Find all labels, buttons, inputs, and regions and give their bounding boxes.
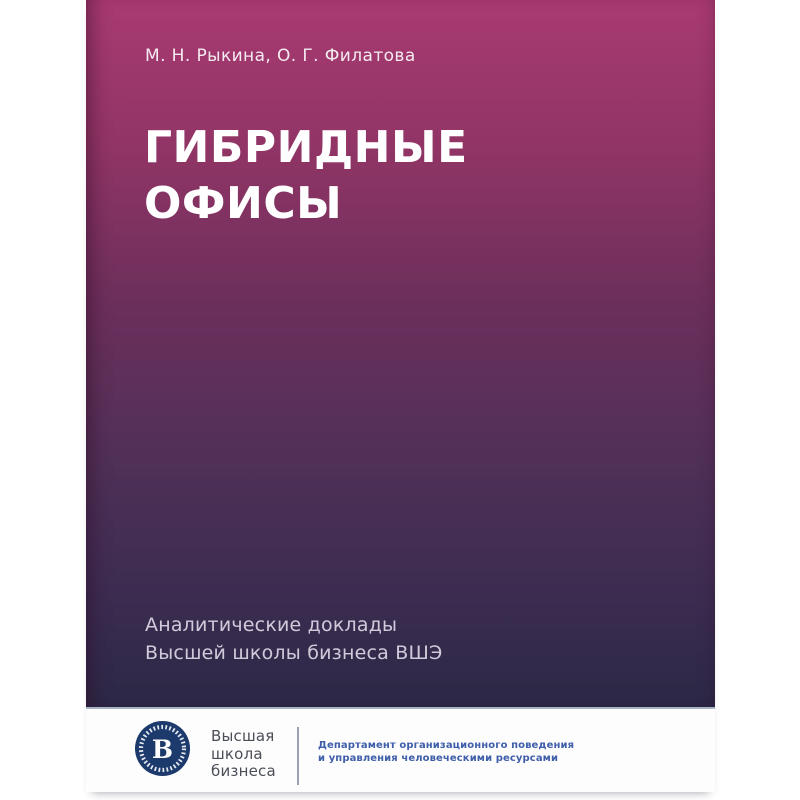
cover-series-line2: Высшей школы бизнеса ВШЭ — [145, 642, 443, 664]
hse-logo-icon — [134, 720, 191, 777]
hse-org-name-line2: школа — [211, 744, 263, 763]
cover-title — [144, 120, 468, 232]
cover-title-line1: ГИБРИДНЫЕ — [144, 122, 468, 173]
cover-series-subtitle — [145, 611, 442, 667]
department-name — [318, 739, 574, 765]
cover-authors: М. Н. Рыкина, О. Г. Филатова — [145, 46, 416, 66]
cover-series-line1: Аналитические доклады — [145, 614, 398, 636]
department-name-line1: Департамент организационного поведения — [318, 740, 575, 751]
cover-title-line2: ОФИСЫ — [144, 178, 343, 229]
hse-org-name-line1: Высшая — [211, 727, 275, 745]
department-name-line2: и управления человеческими ресурсами — [318, 753, 559, 764]
book-cover — [86, 0, 715, 792]
hse-org-name-line3: бизнеса — [211, 762, 276, 780]
cover-gradient-front — [86, 0, 715, 707]
hse-logo-glyph: В — [151, 735, 174, 764]
footer-vertical-divider — [297, 727, 299, 785]
cover-footer-band — [86, 709, 715, 792]
hse-org-name — [211, 728, 276, 781]
